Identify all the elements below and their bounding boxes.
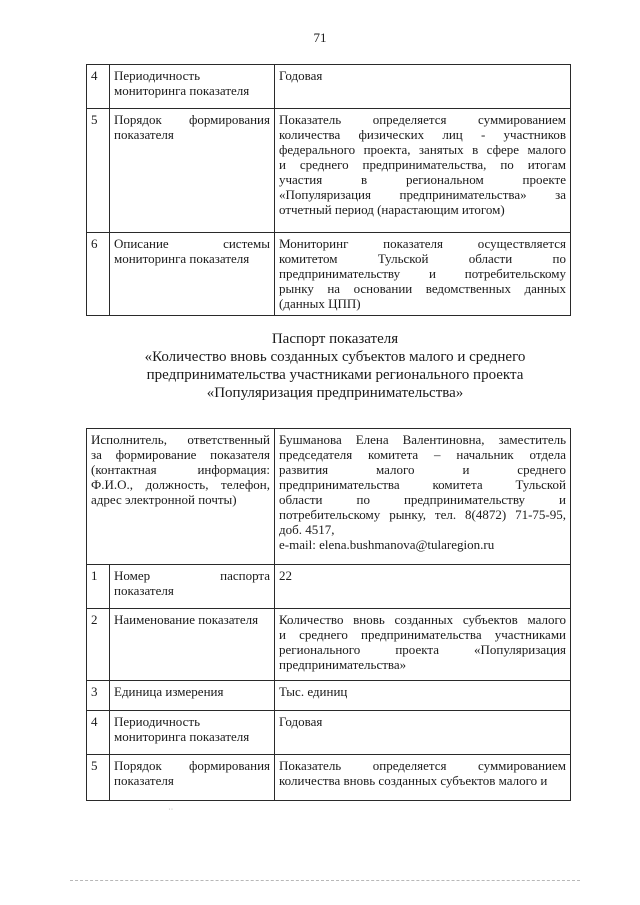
row-label [110,109,275,233]
cell-line: Показатель определяется суммированием [279,758,567,773]
cell-line: предпринимательства» [279,657,407,672]
page-number: 71 [313,30,327,45]
cell-line: Бушманова Елена Валентиновна, заместитель [279,432,567,447]
cell-line: развития малого и среднего [279,462,567,477]
row-number: 1 [87,565,110,609]
row-label [110,565,275,609]
cell-line: за формирование показателя [91,447,271,462]
table-row [87,609,571,681]
cell-line: отчетный период (нарастающим итогом) [279,202,505,217]
scan-artifact-line [70,880,580,883]
row-value [275,65,571,109]
table-row [87,565,571,609]
row-value [275,565,571,609]
cell-line: рынку на основании ведомственных данных [279,281,566,296]
passport-heading [80,330,590,402]
cell-line: 22 [279,568,293,583]
cell-line: и среднего предпринимательства участниками [279,627,567,642]
cell-line: Периодичность [114,68,201,83]
cell-line: Годовая [279,68,323,83]
row-value [275,755,571,801]
scan-mark: ˙˙ [168,807,174,816]
cell-line: Ф.И.О., должность, телефон, [91,477,271,492]
table-row [87,681,571,711]
table-row [87,755,571,801]
table-body [87,65,571,316]
cell-line: Тыс. единиц [279,684,348,699]
cell-line: показателя [114,773,174,788]
row-label [110,233,275,316]
cell-line: Исполнитель, ответственный [91,432,271,447]
table-row [87,233,571,316]
row-label [110,711,275,755]
row-value [275,609,571,681]
cell-line: Периодичность [114,714,201,729]
heading-line: предпринимательства участниками регионального проекта [146,367,524,383]
row-label [110,755,275,801]
row-number: 5 [87,755,110,801]
cell-line: потребительскому рынку, тел. 8(4872) 71-75-95, [279,507,567,522]
table-row-executor [87,429,571,565]
cell-line: участия в региональном проекте [279,172,566,187]
table-row [87,109,571,233]
cell-line: предпринимательству и потребительскому [279,266,566,281]
cell-line: предпринимательства комитета Тульской [279,477,567,492]
row-number: 2 [87,609,110,681]
row-number: 4 [87,711,110,755]
cell-line: Порядок формирования [114,112,270,127]
cell-line: мониторинга показателя [114,251,250,266]
row-number: 4 [87,65,110,109]
cell-line: Мониторинг показателя осуществляется [279,236,566,251]
cell-line: Количество вновь созданных субъектов малого [279,612,567,627]
cell-line: области по предпринимательству и [279,492,567,507]
table-row [87,711,571,755]
cell-line: «Популяризация предпринимательства» за [279,187,566,202]
row-number: 3 [87,681,110,711]
row-label [110,65,275,109]
cell-line: Наименование показателя [114,612,259,627]
cell-line: мониторинга показателя [114,83,250,98]
cell-line: Годовая [279,714,323,729]
row-label [110,681,275,711]
heading-line: «Популяризация предпринимательства» [206,385,464,401]
row-value [275,711,571,755]
row-value [275,681,571,711]
row-number: 5 [87,109,110,233]
cell-line: показателя [114,127,174,142]
heading-line: Паспорт показателя [271,331,399,347]
cell-line: e-mail: elena.bushmanova@tularegion.ru [279,537,495,552]
row-number: 6 [87,233,110,316]
heading-line: «Количество вновь созданных субъектов малого и среднего [144,349,526,365]
cell-line: комитетом Тульской области по [279,251,566,266]
table-body [87,429,571,801]
cell-line: мониторинга показателя [114,729,250,744]
cell-line: регионального проекта «Популяризация [279,642,567,657]
cell-line: Порядок формирования [114,758,271,773]
row-label [110,609,275,681]
cell-line: председателя комитета – начальник отдела [279,447,567,462]
cell-line: федерального проекта, занятых в сфере малого [279,142,566,157]
cell-line: количества вновь созданных субъектов малого и [279,773,548,788]
table-row [87,65,571,109]
cell-line: Показатель определяется суммированием [279,112,566,127]
indicator-passport-table [86,428,571,801]
indicator-table-continued [86,64,571,316]
executor-value [275,429,571,565]
cell-line: (контактная информация: [91,462,271,477]
cell-line: Номер паспорта [114,568,271,583]
cell-line: (данных ЦПП) [279,296,361,311]
executor-label [87,429,275,565]
cell-line: показателя [114,583,174,598]
row-value [275,109,571,233]
row-value [275,233,571,316]
cell-line: Описание системы [114,236,270,251]
cell-line: адрес электронной почты) [91,492,237,507]
cell-line: доб. 4517, [279,522,335,537]
cell-line: Единица измерения [114,684,224,699]
cell-line: количества физических лиц - участников [279,127,566,142]
cell-line: и среднего предпринимательства, по итогам [279,157,566,172]
